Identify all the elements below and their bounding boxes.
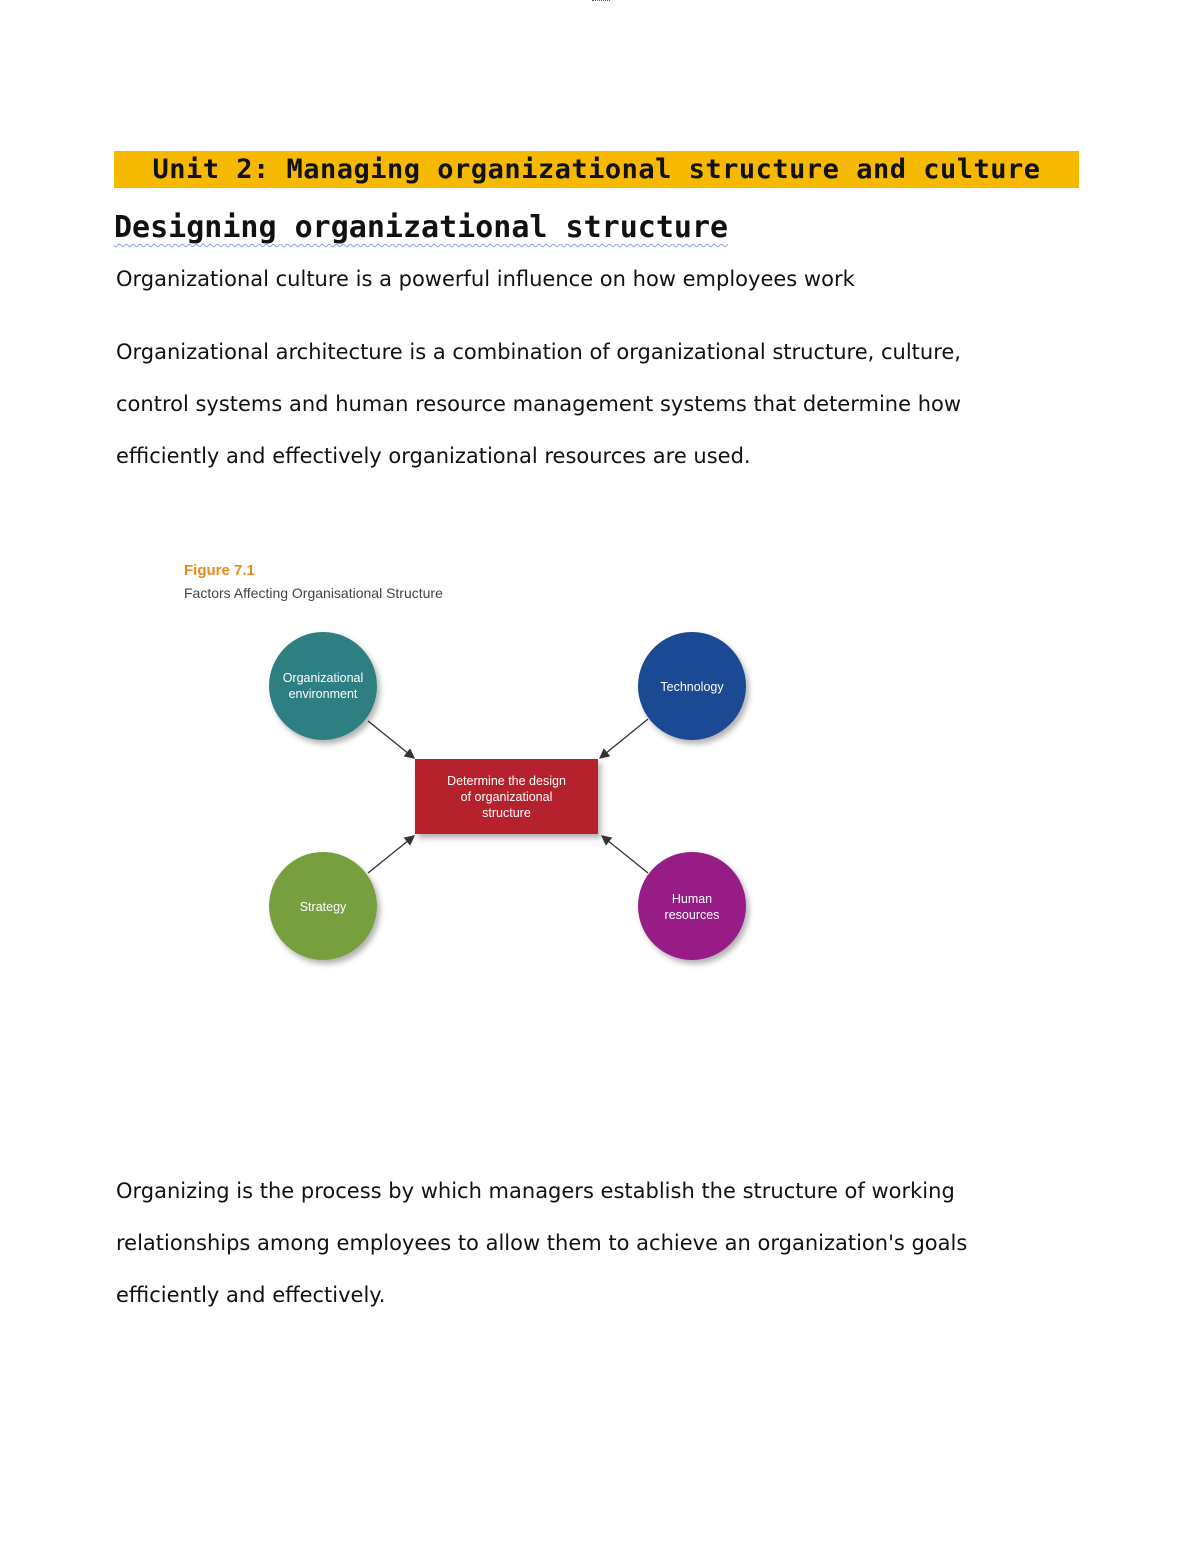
- node-org-env-line-1: Organizational: [282, 671, 364, 685]
- unit-banner: [114, 151, 1079, 188]
- center-text-line-3: structure: [482, 806, 531, 820]
- factors-diagram: [178, 556, 778, 986]
- paragraph-culture-influence: Organizational culture is a powerful influence on how employees work: [116, 267, 855, 291]
- center-box: [415, 759, 598, 834]
- unit-title: Unit 2: Managing organizational structure and culture: [152, 154, 1041, 185]
- node-technology-label: Technology: [660, 680, 724, 694]
- center-text-line-2: of organizational: [460, 790, 553, 804]
- node-strategy-label: Strategy: [299, 900, 347, 914]
- node-org-env-circle: [269, 632, 377, 740]
- arrow-technology-to-center: [600, 719, 648, 758]
- node-human-resources: [638, 852, 746, 960]
- center-text-line-1: Determine the design: [447, 774, 566, 788]
- node-org-env-line-2: environment: [288, 687, 358, 701]
- figure-label: Figure 7.1: [184, 562, 255, 579]
- node-human-resources-circle: [638, 852, 746, 960]
- arrow-org-env-to-center: [368, 721, 414, 758]
- paragraph-organizing-definition: Organizing is the process by which managers establish the structure of working relationships among employees to allow them to achieve an organization's goals efficiently and effectively.: [116, 1179, 968, 1307]
- node-organizational-environment: [269, 632, 377, 740]
- arrow-human-resources-to-center: [602, 836, 648, 873]
- node-strategy: [269, 852, 377, 960]
- figure-caption: Factors Affecting Organisational Structure: [184, 585, 443, 601]
- paragraph-organizational-architecture: Organizational architecture is a combination of organizational structure, culture, control systems and human resource management systems that determine how efficiently and effectively organizational resources are used.: [116, 340, 962, 468]
- figure-factors-structure: [178, 556, 778, 986]
- node-human-resources-line-2: resources: [664, 908, 720, 922]
- section-heading: Designing organizational structure: [114, 210, 729, 245]
- node-human-resources-line-1: Human: [671, 892, 713, 906]
- arrow-strategy-to-center: [368, 836, 414, 873]
- page-top-mark: [592, 0, 610, 4]
- node-technology: [638, 632, 746, 740]
